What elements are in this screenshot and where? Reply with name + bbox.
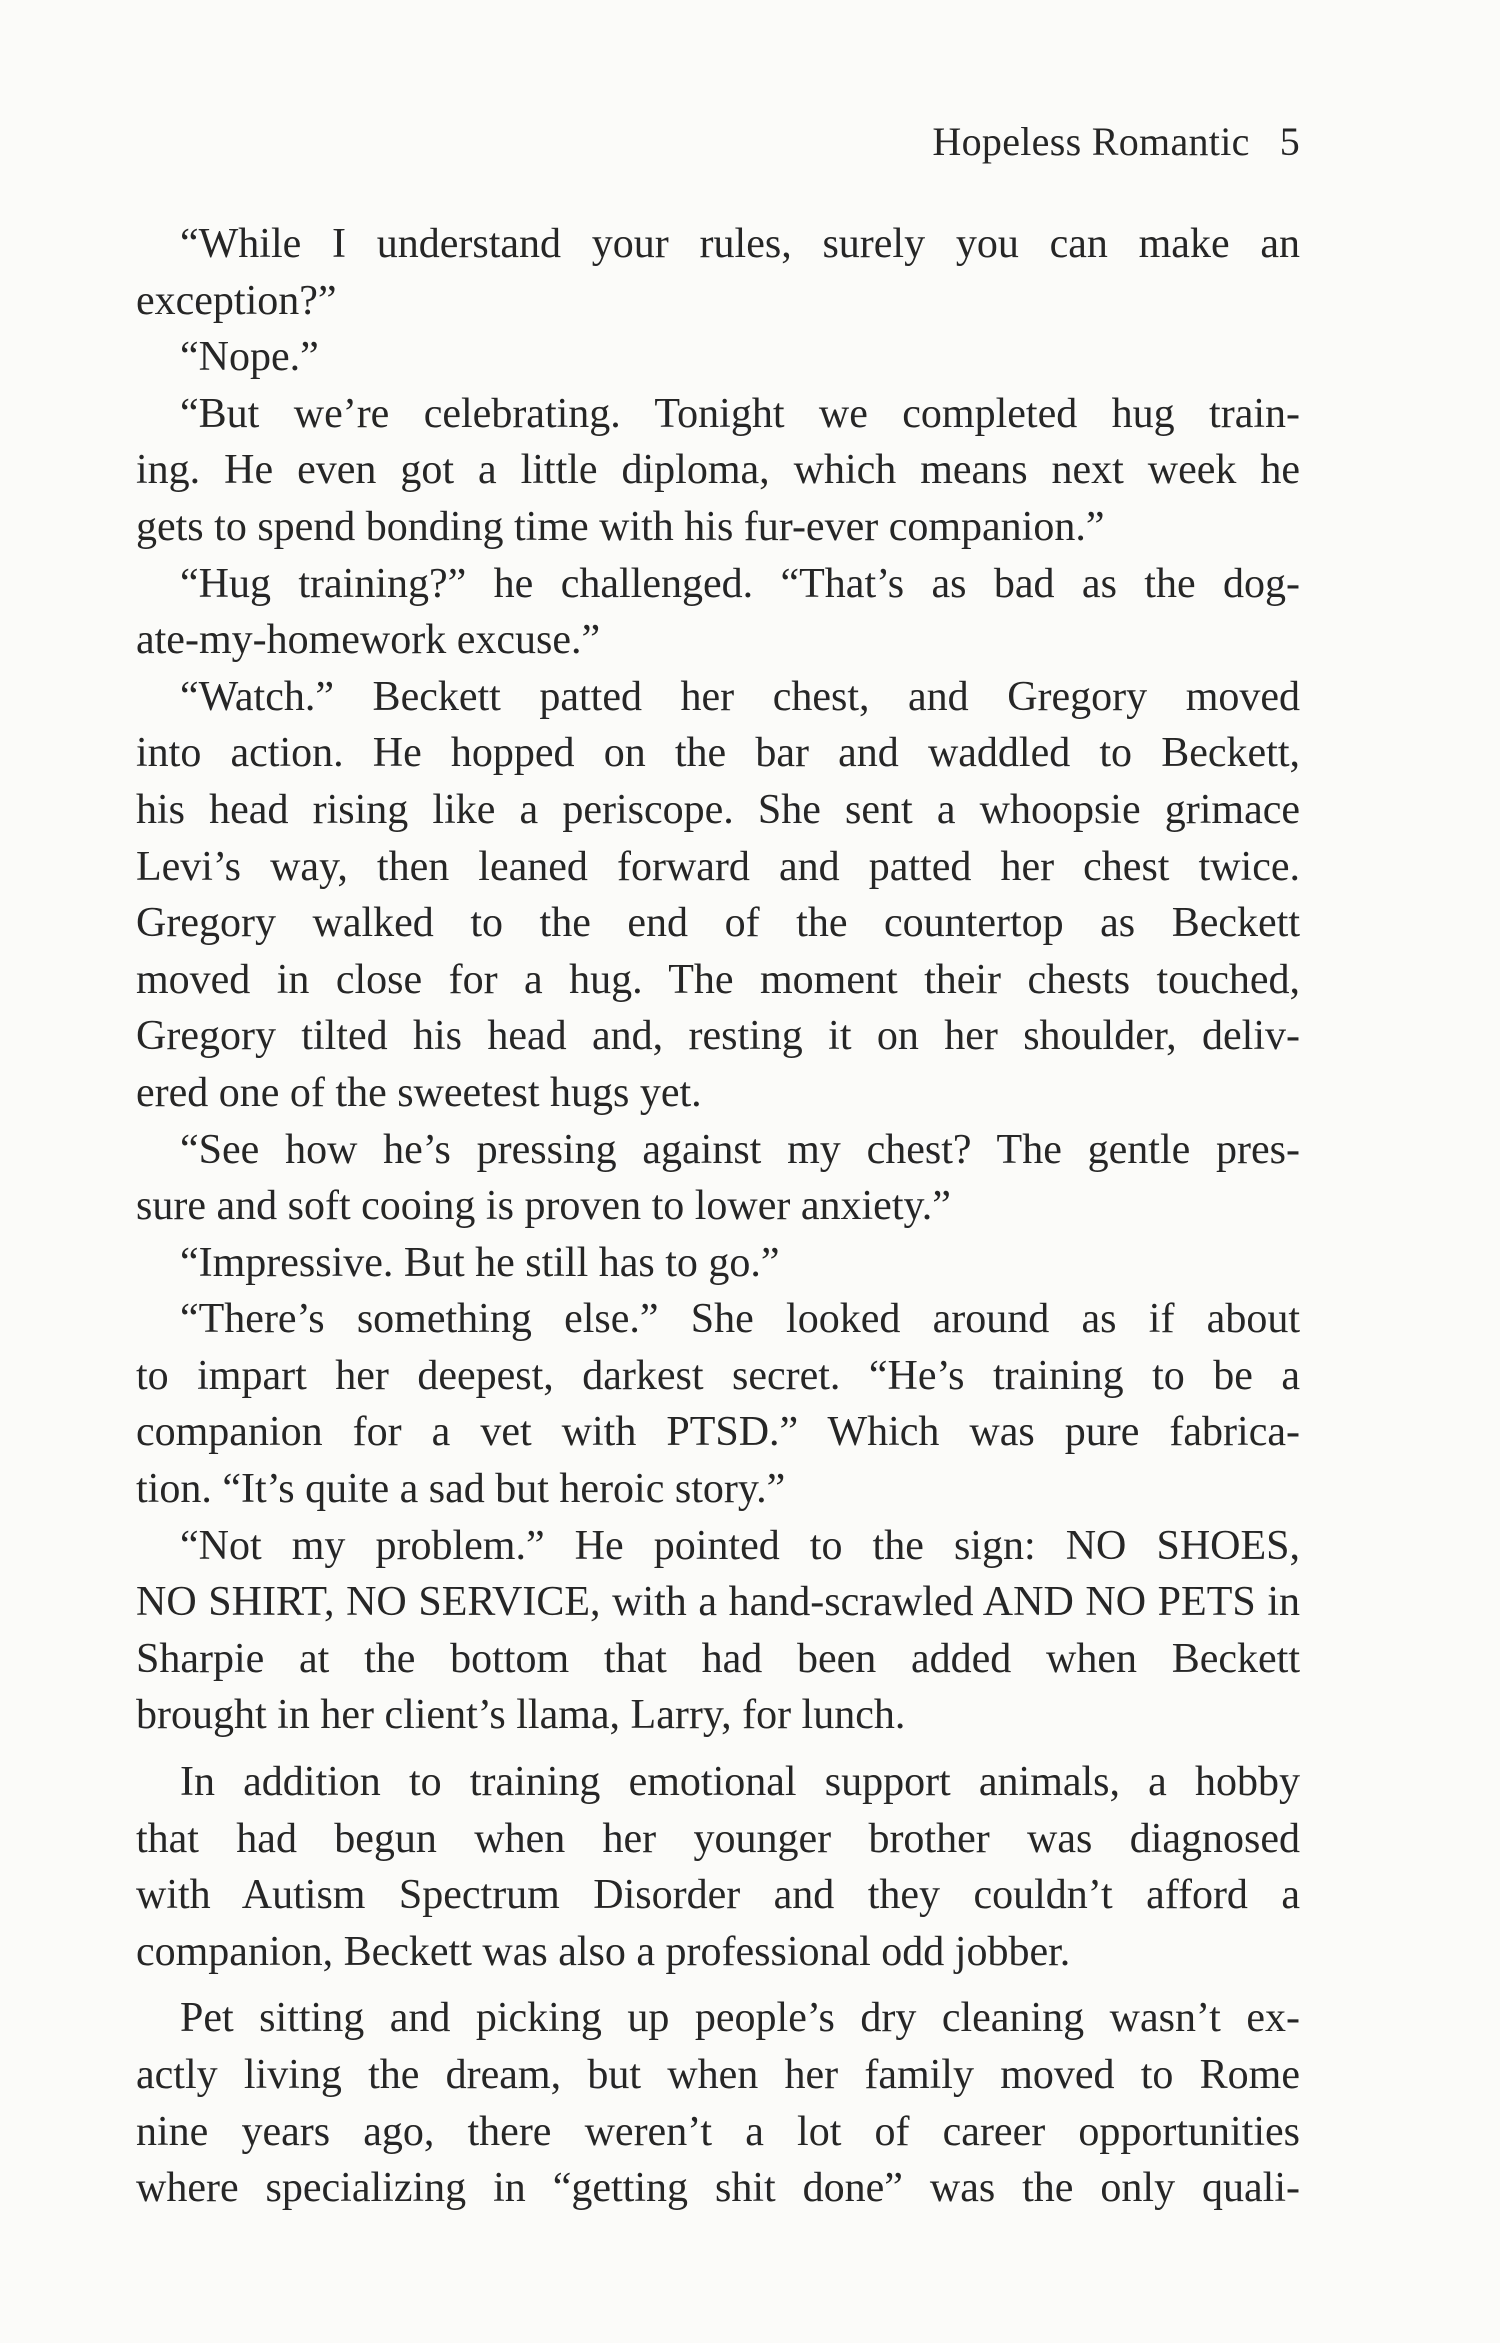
text-line: tion. “It’s quite a sad but heroic story.” bbox=[136, 1466, 786, 1513]
body-text bbox=[136, 216, 1300, 2217]
text-line: “Watch.” Beckett patted her chest, and Gregory moved bbox=[180, 673, 1300, 720]
text-line: where specializing in “getting shit done” was the only quali- bbox=[136, 2165, 1300, 2212]
text-line: Levi’s way, then leaned forward and patted her chest twice. bbox=[136, 843, 1300, 890]
text-line: “Nope.” bbox=[180, 334, 319, 381]
text-line: “Not my problem.” He pointed to the sign: NO SHOES, bbox=[180, 1522, 1300, 1569]
text-line: nine years ago, there weren’t a lot of career opportunities bbox=[136, 2108, 1300, 2155]
text-line: “While I understand your rules, surely you can make an bbox=[180, 221, 1300, 267]
text-line: with Autism Spectrum Disorder and they couldn’t afford a bbox=[136, 1872, 1300, 1919]
text-line: moved in close for a hug. The moment their chests touched, bbox=[136, 956, 1300, 1003]
text-line: actly living the dream, but when her family moved to Rome bbox=[136, 2052, 1300, 2098]
text-line: brought in her client’s llama, Larry, for lunch. bbox=[136, 1692, 906, 1739]
text-line: sure and soft cooing is proven to lower anxiety.” bbox=[136, 1183, 951, 1230]
text-line: gets to spend bonding time with his fur-ever companion.” bbox=[136, 503, 1105, 550]
text-line: Sharpie at the bottom that had been added when Beckett bbox=[136, 1635, 1300, 1682]
text-line: In addition to training emotional support animals, a hobby bbox=[180, 1759, 1300, 1806]
text-line: companion for a vet with PTSD.” Which was pure fabrica- bbox=[136, 1409, 1300, 1456]
text-line: ered one of the sweetest hugs yet. bbox=[136, 1069, 702, 1116]
text-line: “Hug training?” he challenged. “That’s as bad as the dog- bbox=[180, 560, 1300, 607]
text-line: that had begun when her younger brother was diagnosed bbox=[136, 1815, 1300, 1862]
text-line: “There’s something else.” She looked around as if about bbox=[180, 1296, 1300, 1343]
text-line: “Impressive. But he still has to go.” bbox=[180, 1239, 780, 1286]
running-head bbox=[932, 118, 1300, 165]
text-line: NO SHIRT, NO SERVICE, with a hand-scrawled AND NO PETS in bbox=[136, 1579, 1300, 1626]
text-line: ing. He even got a little diploma, which means next week he bbox=[136, 447, 1300, 494]
book-title: Hopeless Romantic bbox=[932, 119, 1250, 164]
text-line: companion, Beckett was also a professional odd jobber. bbox=[136, 1928, 1071, 1975]
text-line: to impart her deepest, darkest secret. “He’s training to be a bbox=[136, 1352, 1300, 1399]
text-line: Pet sitting and picking up people’s dry cleaning wasn’t ex- bbox=[180, 1995, 1300, 2042]
text-line: his head rising like a periscope. She sent a whoopsie grimace bbox=[136, 786, 1300, 833]
text-line: exception?” bbox=[136, 277, 337, 324]
text-line: ate-my-homework excuse.” bbox=[136, 617, 601, 664]
text-line: Gregory walked to the end of the countertop as Beckett bbox=[136, 900, 1300, 947]
text-line: into action. He hopped on the bar and waddled to Beckett, bbox=[136, 730, 1300, 777]
text-line: “But we’re celebrating. Tonight we completed hug train- bbox=[180, 390, 1300, 437]
page-number: 5 bbox=[1279, 119, 1300, 164]
text-line: Gregory tilted his head and, resting it on her shoulder, deliv- bbox=[136, 1013, 1300, 1060]
text-line: “See how he’s pressing against my chest? The gentle pres- bbox=[180, 1126, 1300, 1173]
